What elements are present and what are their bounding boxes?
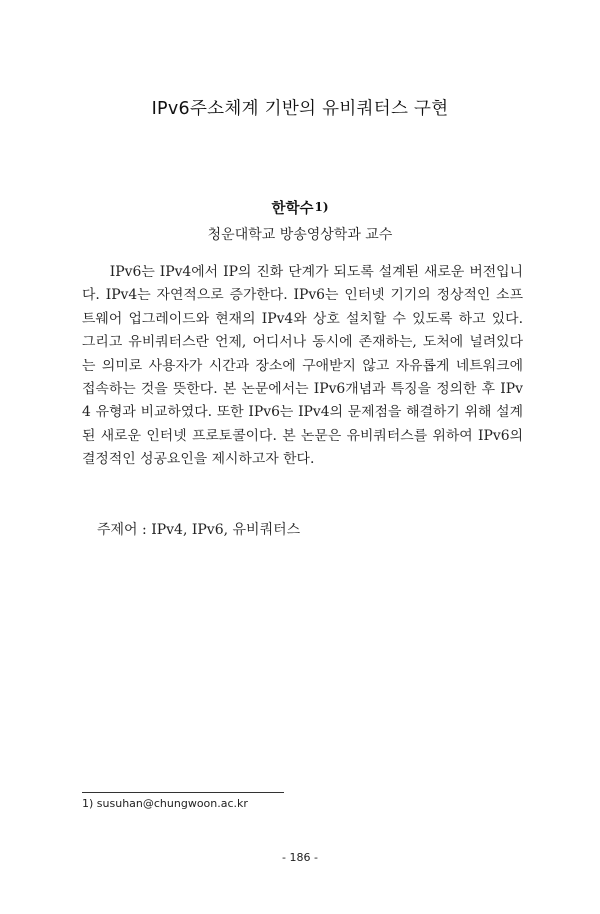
author-affiliation: 청운대학교 방송영상학과 교수 — [207, 227, 393, 243]
footnote-divider — [82, 792, 284, 793]
keywords-line: 주제어 : IPv4, IPv6, 유비쿼터스 — [97, 522, 301, 538]
page-number: - 186 - — [282, 851, 318, 864]
author-name — [0, 197, 600, 218]
author-footnote-mark: 1) — [314, 200, 329, 214]
abstract-paragraph: IPv6는 IPv4에서 IP의 진화 단계가 되도록 설계된 새로운 버전입니다. IPv4는 자연적으로 증가한다. IPv6는 인터넷 기기의 정상적인 소프트웨어 업그레이드와 현재의 IPv4와 상호 설치할 수 있도록 하고 있다. 그리고 유비쿼터스란 언제, 어디서나 동시에 존재하는, 도처에 널려있다는 의미로 사용자가 시간과 장소에 구애받지 않고 자유롭게 네트워크에 접속하는 것을 뜻한다. 본 논문에서는 IPv6개념과 특징을 정의한 후 IPv4 유형과 비교하였다. 또한 IPv6는 IPv4의 문제점을 해결하기 위해 설계된 새로운 인터넷 프로토콜이다. 본 논문은 유비쿼터스를 위하여 IPv6의 결정적인 성공요인을 제시하고자 한다. — [82, 264, 523, 468]
paper-title: IPv6주소체계 기반의 유비쿼터스 구현 — [151, 99, 449, 119]
author-name-text: 한학수 — [271, 200, 314, 217]
footnote-email: 1) susuhan@chungwoon.ac.kr — [82, 797, 248, 810]
